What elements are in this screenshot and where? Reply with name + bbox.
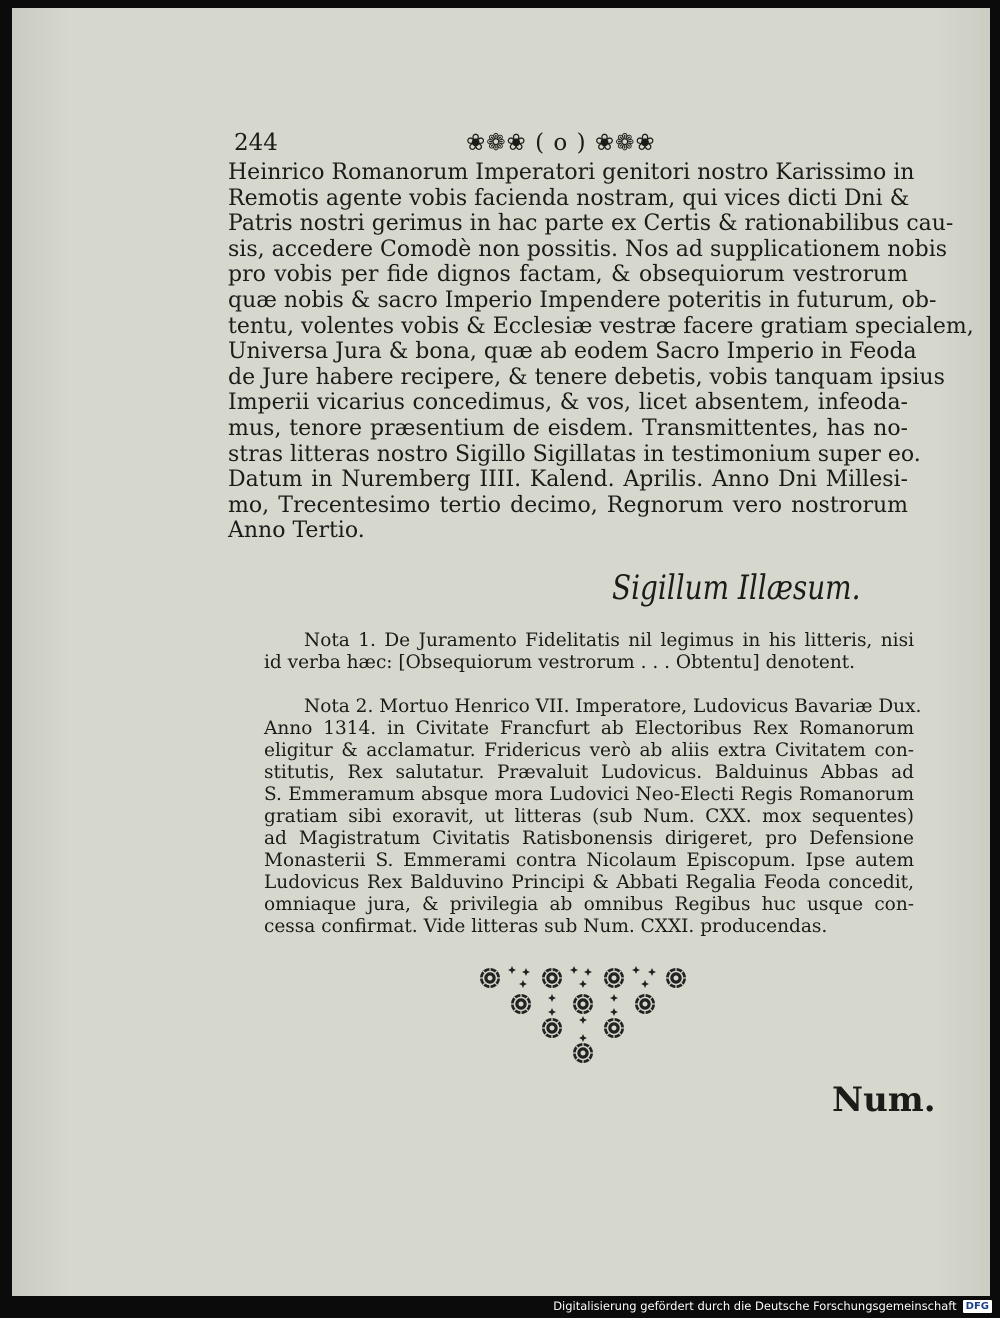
note-line: omniaque jura, & privilegia ab omnibus Regibus huc usque con- <box>264 894 914 915</box>
note-line: Monasterii S. Emmerami contra Nicolaum Episcopum. Ipse autem <box>264 850 914 871</box>
footer <box>553 1298 992 1314</box>
text-line: Patris nostri gerimus in hac parte ex Certis & rationabilibus cau- <box>228 211 954 237</box>
seal-statement: Sigillum Illæsum. <box>612 568 861 608</box>
note-line: eligitur & acclamatur. Fridericus verò ab aliis extra Civitatem con- <box>264 740 914 761</box>
text-line: mus, tenore præsentium de eisdem. Transmittentes, has no- <box>228 415 908 441</box>
text-line: stras litteras nostro Sigillo Sigillatas in testimonium super eo. <box>228 441 921 467</box>
text-line: sis, accedere Comodè non possitis. Nos ad supplicationem nobis <box>228 236 948 262</box>
text-line: Datum in Nuremberg IIII. Kalend. Aprilis. Anno Dni Millesi- <box>228 467 908 493</box>
footer-credit: Digitalisierung gefördert durch die Deutsche Forschungsgemeinschaft <box>553 1299 957 1313</box>
text-line: pro vobis per fide dignos factam, & obsequiorum vestrorum <box>228 262 908 288</box>
note-line: id verba hæc: [Obsequiorum vestrorum . . . Obtentu] denotent. <box>264 652 856 673</box>
note-1 <box>264 630 914 674</box>
note-line: stitutis, Rex salutatur. Prævaluit Ludovicus. Balduinus Abbas ad <box>264 762 914 783</box>
note-line: Anno 1314. in Civitate Francfurt ab Electoribus Rex Romanorum <box>264 718 914 739</box>
page-number: 244 <box>234 130 278 156</box>
text-line: Anno Tertio. <box>228 518 365 544</box>
note-line: cessa confirmat. Vide litteras sub Num. CXXI. producendas. <box>264 916 828 937</box>
note-2 <box>264 696 922 938</box>
note-line: S. Emmeramum absque mora Ludovici Neo-Electi Regis Romanorum <box>264 784 914 805</box>
text-line: Imperii vicarius concedimus, & vos, licet absentem, infeoda- <box>228 390 908 416</box>
text-line: mo, Trecentesimo tertio decimo, Regnorum vero nostrorum <box>228 492 908 518</box>
text-line: Remotis agente vobis facienda nostram, qui vices dicti Dni & <box>228 185 910 211</box>
main-text <box>228 160 974 544</box>
note-line: ad Magistratum Civitatis Ratisbonensis dirigeret, pro Defensione <box>264 828 914 849</box>
catchword: Num. <box>832 1080 936 1120</box>
dfg-logo: DFG <box>963 1300 992 1313</box>
text-line: quæ nobis & sacro Imperio Impendere poteritis in futurum, ob- <box>228 287 937 313</box>
text-line: de Jure habere recipere, & tenere debetis, vobis tanquam ipsius <box>228 364 945 390</box>
note-line: gratiam sibi exoravit, ut litteras (sub Num. CXX. mox sequentes) <box>264 806 914 827</box>
note-line: Ludovicus Rex Balduvino Principi & Abbati Regalia Feoda concedit, <box>264 872 914 893</box>
text-line: Universa Jura & bona, quæ ab eodem Sacro Imperio in Feoda <box>228 339 917 365</box>
note-line: Nota 2. Mortuo Henrico VII. Imperatore, Ludovicus Bavariæ Dux. <box>304 696 922 717</box>
note-line: Nota 1. De Juramento Fidelitatis nil legimus in his litteris, nisi <box>304 630 914 651</box>
text-line: tentu, volentes vobis & Ecclesiæ vestræ facere gratiam specialem, <box>228 313 974 339</box>
book-page <box>12 8 990 1296</box>
text-line: Heinrico Romanorum Imperatori genitori nostro Karissimo in <box>228 160 915 185</box>
header-ornament: ❀❁❀ ( o ) ❀❁❀ <box>466 130 656 156</box>
fleuron-ornament-icon <box>468 958 708 1068</box>
running-header <box>234 130 684 160</box>
